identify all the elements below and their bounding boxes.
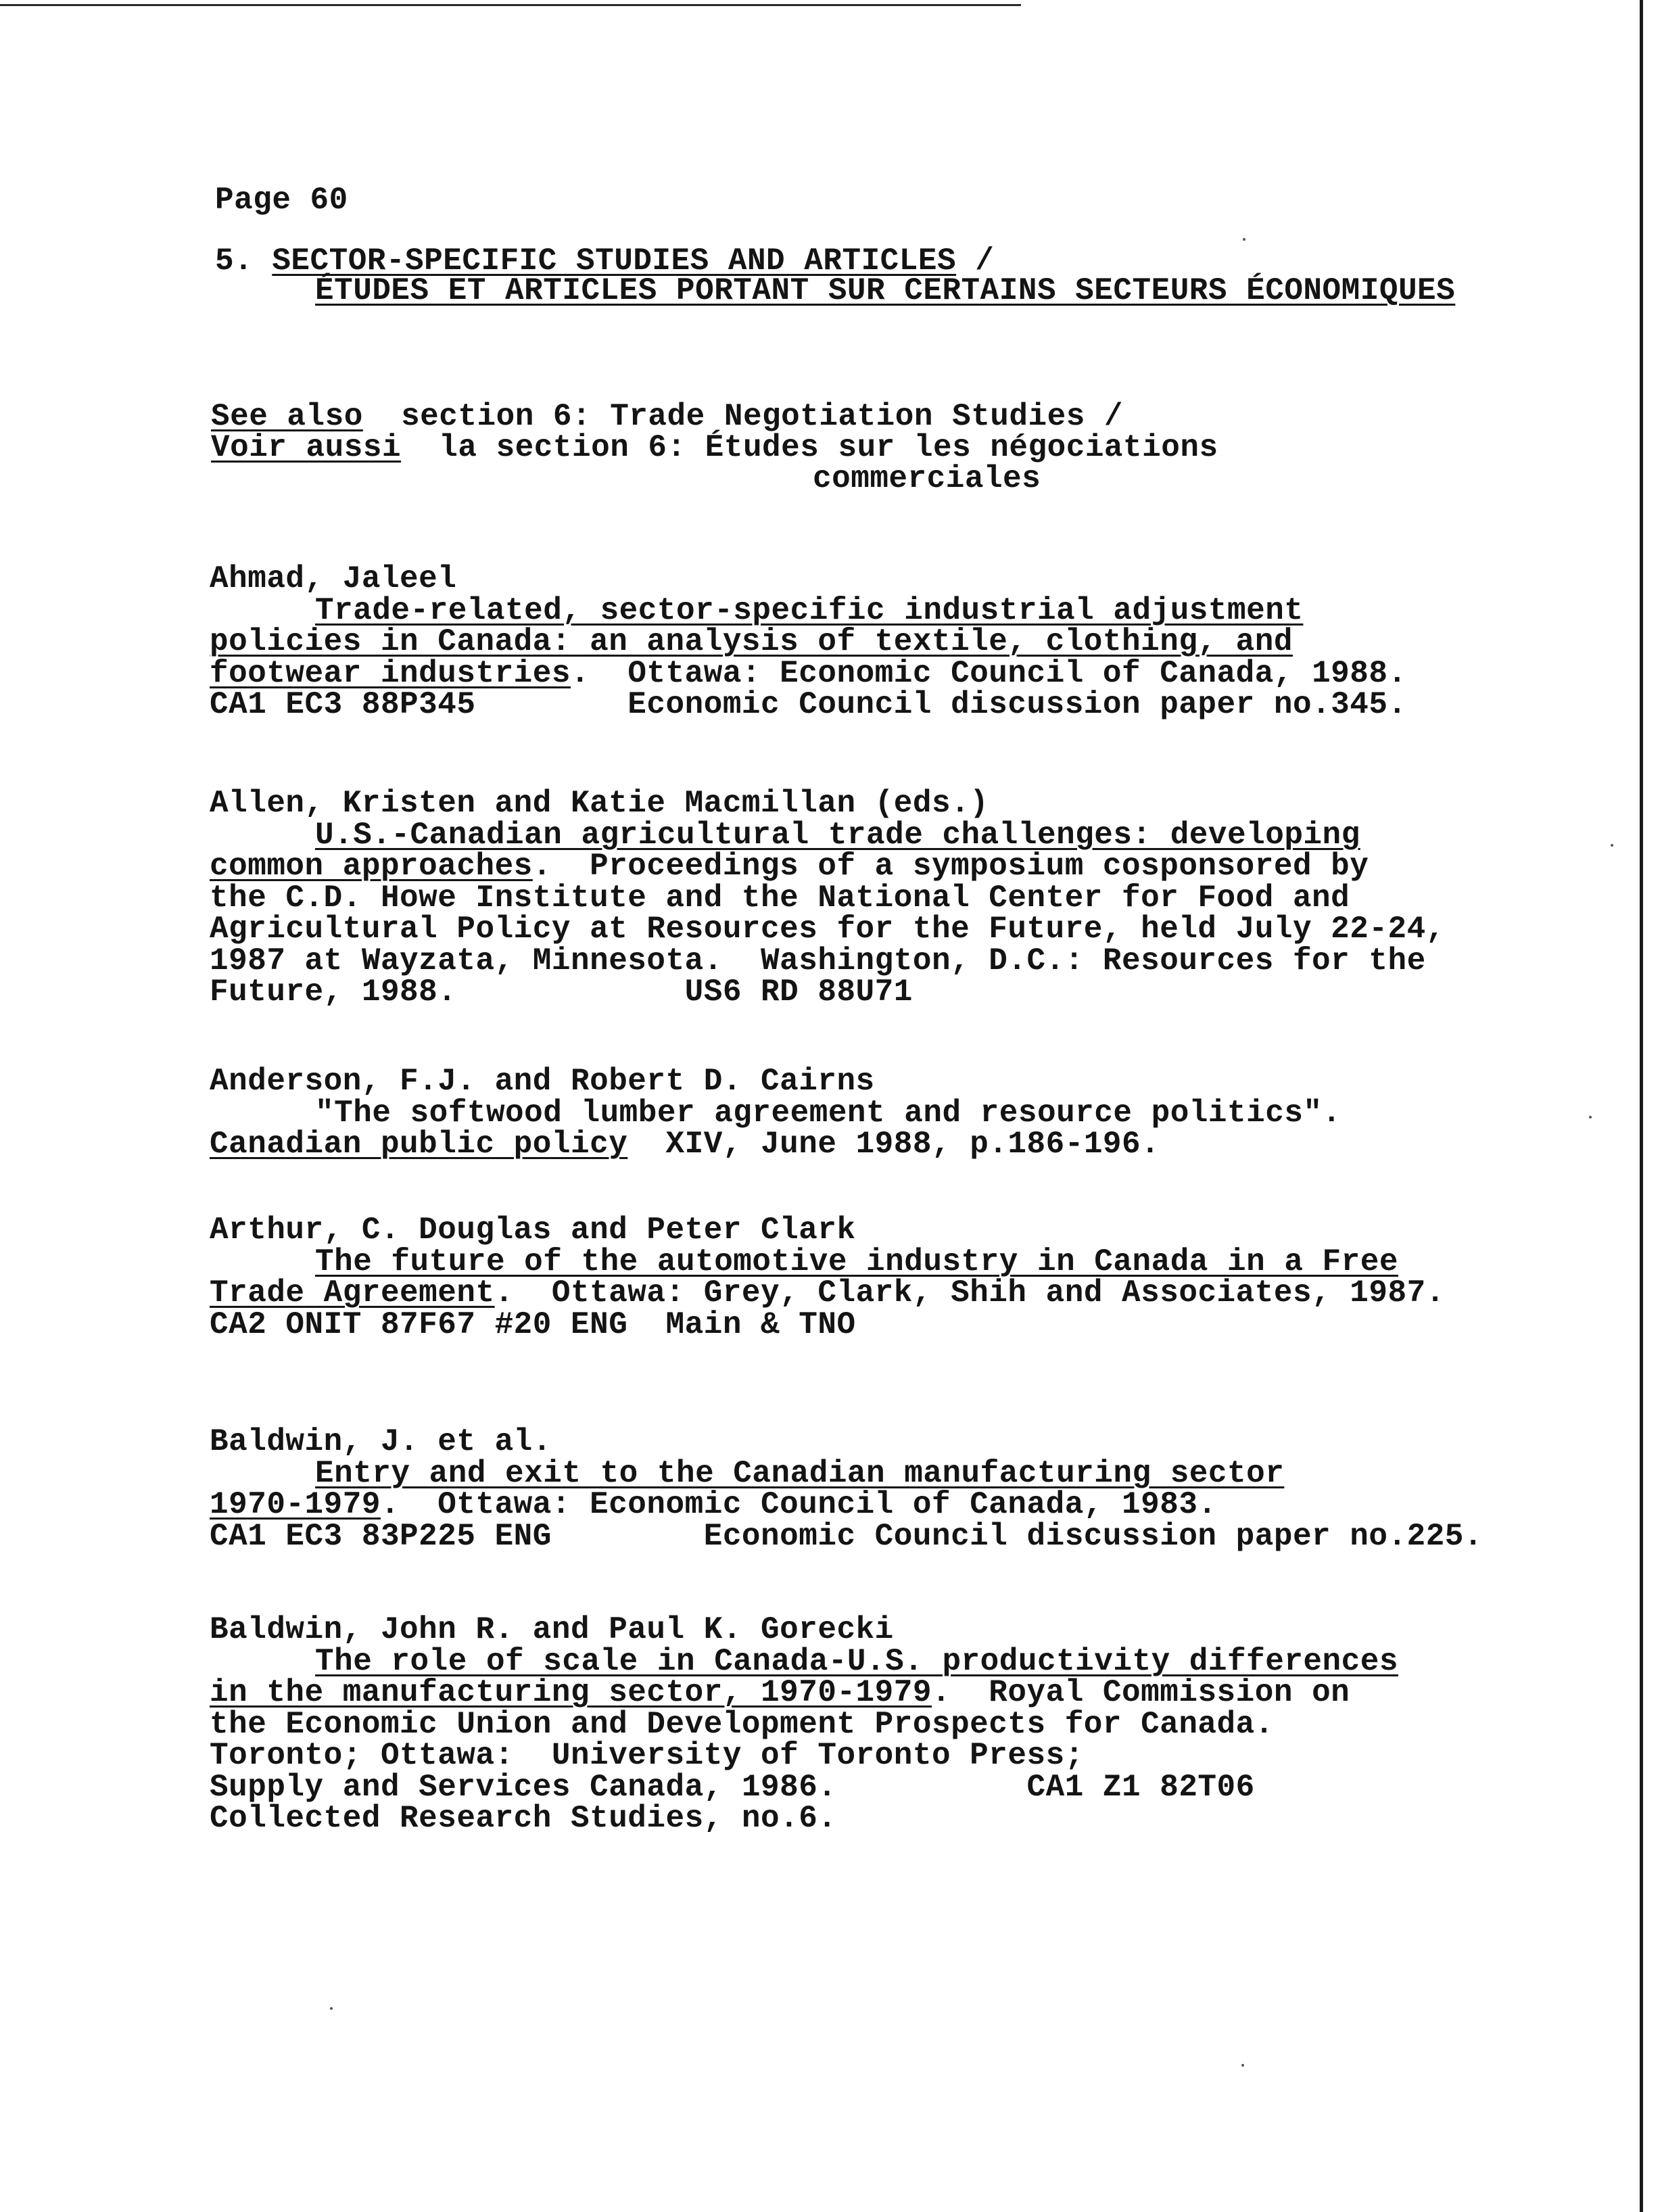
voir-aussi-text: la section 6: Études sur les négociations	[439, 430, 1218, 465]
entry-author: Baldwin, J. et al.	[210, 1424, 552, 1459]
entry-citation-text: . Ottawa: Economic Council of Canada, 1983.	[380, 1487, 1217, 1522]
entry-citation-line	[210, 1277, 1445, 1309]
entry-title-text: footwear industries	[210, 655, 571, 691]
entry-author: Allen, Kristen and Katie Macmillan (eds.)	[210, 786, 989, 821]
entry-author: Anderson, F.J. and Robert D. Cairns	[210, 1064, 875, 1099]
scan-speck	[1611, 844, 1613, 847]
entry-citation-line	[210, 1739, 1084, 1772]
entry-citation-line	[210, 1771, 1255, 1804]
entry-citation-text: . Proceedings of a symposium cosponsored by	[532, 849, 1369, 884]
entry-citation-text: "The softwood lumber agreement and resource politics".	[315, 1095, 1342, 1131]
section-heading-fr	[315, 275, 1455, 307]
top-border-line	[0, 4, 1021, 6]
entry-title-text: common approaches	[210, 849, 533, 884]
entry-citation-text: Future, 1988. US6 RD 88U71	[210, 974, 913, 1010]
entry-citation-line	[210, 657, 1407, 690]
entry-title-text: Entry and exit to the Canadian manufacturing sector	[315, 1455, 1285, 1491]
see-also-label: See also	[211, 399, 363, 434]
entry-title-text: Canadian public policy	[210, 1127, 628, 1162]
entry-citation-line	[210, 976, 913, 1008]
page-label: Page 60	[215, 183, 348, 218]
scan-speck	[1241, 2064, 1244, 2067]
entry-citation-line	[315, 594, 1303, 627]
entry-citation-text: Collected Research Studies, no.6.	[210, 1801, 837, 1836]
entry-author: Arthur, C. Douglas and Peter Clark	[210, 1213, 856, 1248]
voir-aussi-label: Voir aussi	[211, 430, 402, 465]
scan-speck	[1243, 238, 1245, 241]
entry-citation-line	[210, 1128, 1160, 1160]
scan-speck	[1589, 1116, 1592, 1119]
entry-citation-line	[210, 945, 1426, 977]
entry-citation-text: Toronto; Ottawa: University of Toronto Press;	[210, 1738, 1084, 1773]
entry-citation-line	[210, 882, 1350, 914]
entry-title-text: 1970-1979	[210, 1487, 381, 1522]
entry-citation-line	[210, 1676, 1350, 1709]
entry-citation-text: Agricultural Policy at Resources for the Future, held July 22-24,	[210, 912, 1445, 947]
entry-citation-line	[315, 819, 1360, 851]
entry-title-text: Trade-related, sector-specific industrial adjustment	[315, 592, 1304, 628]
entry-citation-line	[210, 1708, 1274, 1741]
entry-citation-line	[315, 1246, 1398, 1278]
section-title-separator: /	[975, 243, 995, 279]
section-title-fr: ÉTUDES ET ARTICLES PORTANT SUR CERTAINS SECTEURS ÉCONOMIQUES	[315, 273, 1456, 308]
entry-title-text: The future of the automotive industry in Canada in a Free	[315, 1244, 1398, 1279]
entry-citation-text: . Royal Commission on	[931, 1675, 1350, 1710]
entry-citation-line	[315, 1457, 1284, 1490]
voir-aussi-text-continued: commerciales	[813, 461, 1041, 496]
entry-author: Baldwin, John R. and Paul K. Gorecki	[210, 1612, 894, 1647]
entry-citation-line	[210, 913, 1445, 945]
entry-citation-line	[210, 1488, 1217, 1521]
entry-citation-text: 1987 at Wayzata, Minnesota. Washington, D.C.: Resources for the	[210, 943, 1426, 979]
see-also-line-fr	[211, 431, 1218, 464]
entry-title-text: U.S.-Canadian agricultural trade challenges: developing	[315, 817, 1360, 853]
section-number: 5.	[215, 243, 254, 279]
right-border-line	[1640, 0, 1643, 2212]
entry-citation-line	[210, 1309, 856, 1341]
entry-citation-text: CA2 ONIT 87F67 #20 ENG Main & TNO	[210, 1307, 856, 1342]
entry-citation-line	[210, 1802, 836, 1835]
entry-citation-line	[210, 626, 1293, 658]
entry-citation-text: the C.D. Howe Institute and the National Center for Food and	[210, 880, 1350, 916]
entry-citation-line	[210, 1520, 1483, 1553]
entry-title-text: in the manufacturing sector, 1970-1979	[210, 1675, 932, 1710]
entry-citation-text: . Ottawa: Grey, Clark, Shih and Associates, 1987.	[494, 1275, 1445, 1311]
entry-citation-text: the Economic Union and Development Prospects for Canada.	[210, 1706, 1274, 1742]
entry-citation-text: . Ottawa: Economic Council of Canada, 1988.	[571, 655, 1407, 691]
entry-title-text: Trade Agreement	[210, 1275, 495, 1311]
entry-title-text: policies in Canada: an analysis of textile, clothing, and	[210, 624, 1293, 659]
entry-citation-text: Supply and Services Canada, 1986. CA1 Z1 82T06	[210, 1769, 1255, 1805]
entry-citation-line	[315, 1097, 1342, 1129]
entry-author: Ahmad, Jaleel	[210, 561, 457, 596]
entry-citation-line	[210, 850, 1369, 883]
scan-speck	[330, 2007, 333, 2010]
entry-title-text: The role of scale in Canada-U.S. productivity differences	[315, 1643, 1398, 1679]
section-title-en: SECTOR-SPECIFIC STUDIES AND ARTICLES	[272, 243, 957, 279]
see-also-text: section 6: Trade Negotiation Studies /	[401, 399, 1124, 434]
see-also-line-en	[211, 400, 1123, 433]
entry-citation-line	[315, 1645, 1398, 1678]
entry-citation-text: CA1 EC3 88P345 Economic Council discussion paper no.345.	[210, 687, 1407, 722]
entry-citation-text: XIV, June 1988, p.186-196.	[627, 1127, 1160, 1162]
section-heading-en	[215, 245, 994, 277]
entry-citation-line	[210, 688, 1407, 721]
entry-citation-text: CA1 EC3 83P225 ENG Economic Council discussion paper no.225.	[210, 1518, 1483, 1554]
